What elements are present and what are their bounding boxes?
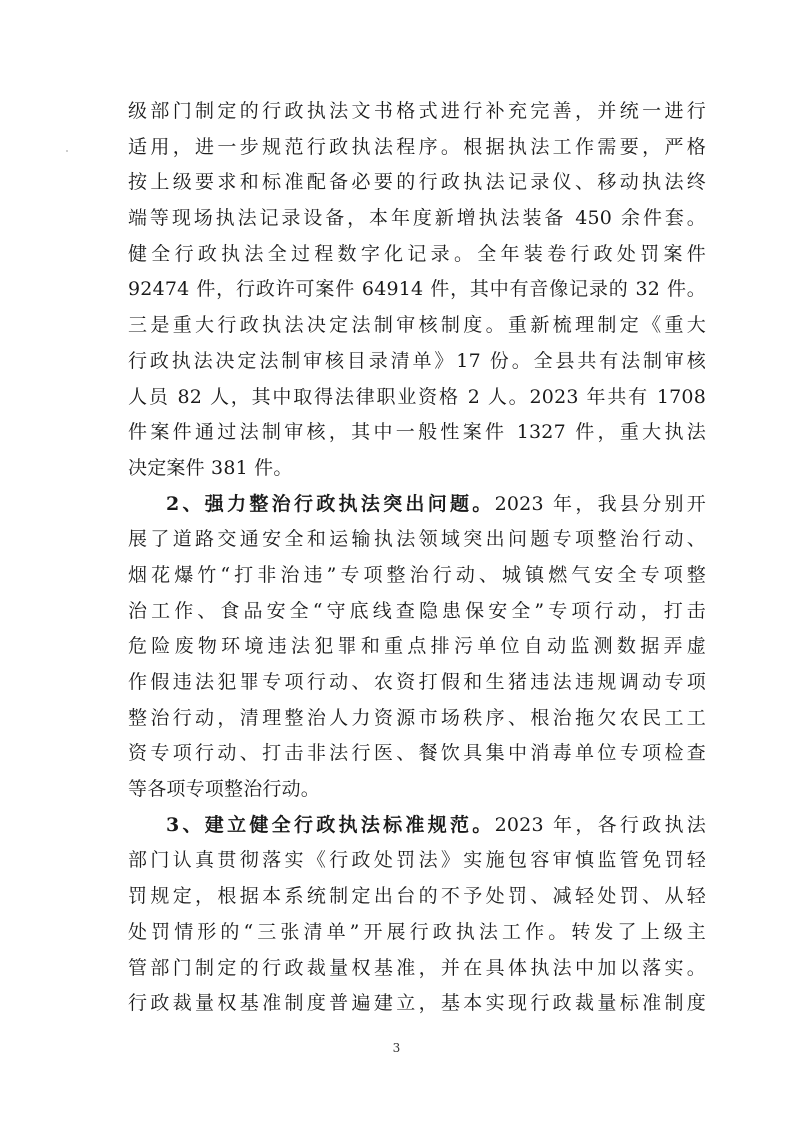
page-number: 3 bbox=[392, 1041, 401, 1055]
text-line: 作假违法犯罪专项行动、农资打假和生猪违法违规调动专项 bbox=[128, 671, 706, 693]
text-line: 三是重大行政执法决定法制审核制度。重新梳理制定《重大 bbox=[128, 314, 706, 337]
text-line: 危险废物环境违法犯罪和重点排污单位自动监测数据弄虚 bbox=[128, 635, 706, 658]
text-line: 行政裁量权基准制度普遍建立，基本实现行政裁量标准制度 bbox=[128, 992, 706, 1015]
text-line: 资专项行动、打击非法行医、餐饮具集中消毒单位专项检查 bbox=[128, 742, 706, 765]
text-line: 罚规定，根据本系统制定出台的不予处罚、减轻处罚、从轻 bbox=[128, 885, 706, 908]
section-2-heading: 2、强力整治行政执法突出问题。 bbox=[166, 492, 495, 515]
text-line: 展了道路交通安全和运输执法领域突出问题专项整治行动、 bbox=[128, 528, 706, 551]
text-line: 整治行动，清理整治人力资源市场秩序、根治拖欠农民工工 bbox=[128, 706, 706, 729]
section-3-heading: 3、建立健全行政执法标准规范。 bbox=[166, 813, 495, 836]
text-line: 决定案件 381 件。 bbox=[128, 456, 293, 479]
text-line: 管部门制定的行政裁量权基准，并在具体执法中加以落实。 bbox=[128, 956, 706, 979]
text-line: 行政执法决定法制审核目录清单》17 份。全县共有法制审核 bbox=[128, 349, 706, 372]
text-line: 92474 件，行政许可案件 64914 件，其中有音像记录的 32 件。 bbox=[128, 278, 706, 301]
body-text bbox=[128, 94, 706, 1022]
text-line: 适用，进一步规范行政执法程序。根据执法工作需要，严格 bbox=[128, 135, 706, 158]
text-line: 按上级要求和标准配备必要的行政执法记录仪、移动执法终 bbox=[128, 171, 706, 194]
text-line: 健全行政执法全过程数字化记录。全年装卷行政处罚案件 bbox=[128, 242, 706, 265]
text-line: 人员 82 人，其中取得法律职业资格 2 人。2023 年共有 1708 bbox=[128, 385, 706, 408]
section-2-first-line-text: 2023 年，我县分别开 bbox=[494, 492, 706, 515]
text-line: 部门认真贯彻落实《行政处罚法》实施包容审慎监管免罚轻 bbox=[128, 849, 706, 872]
section-2-first-line bbox=[128, 487, 706, 523]
text-line: 烟花爆竹“打非治违”专项整治行动、城镇燃气安全专项整 bbox=[128, 563, 706, 586]
section-3-first-line-text: 2023 年，各行政执法 bbox=[494, 813, 706, 836]
text-line: 端等现场执法记录设备，本年度新增执法装备 450 余件套。 bbox=[128, 207, 706, 230]
text-line: 处罚情形的“三张清单”开展行政执法工作。转发了上级主 bbox=[128, 920, 706, 943]
text-line: 级部门制定的行政执法文书格式进行补充完善，并统一进行 bbox=[128, 100, 706, 122]
section-3-first-line bbox=[128, 808, 706, 844]
text-line: 件案件通过法制审核，其中一般性案件 1327 件，重大执法 bbox=[128, 421, 706, 444]
text-line: 治工作、食品安全“守底线查隐患保安全”专项行动，打击 bbox=[128, 599, 706, 622]
scan-speck bbox=[66, 150, 68, 152]
text-line: 等各项专项整治行动。 bbox=[128, 778, 321, 801]
